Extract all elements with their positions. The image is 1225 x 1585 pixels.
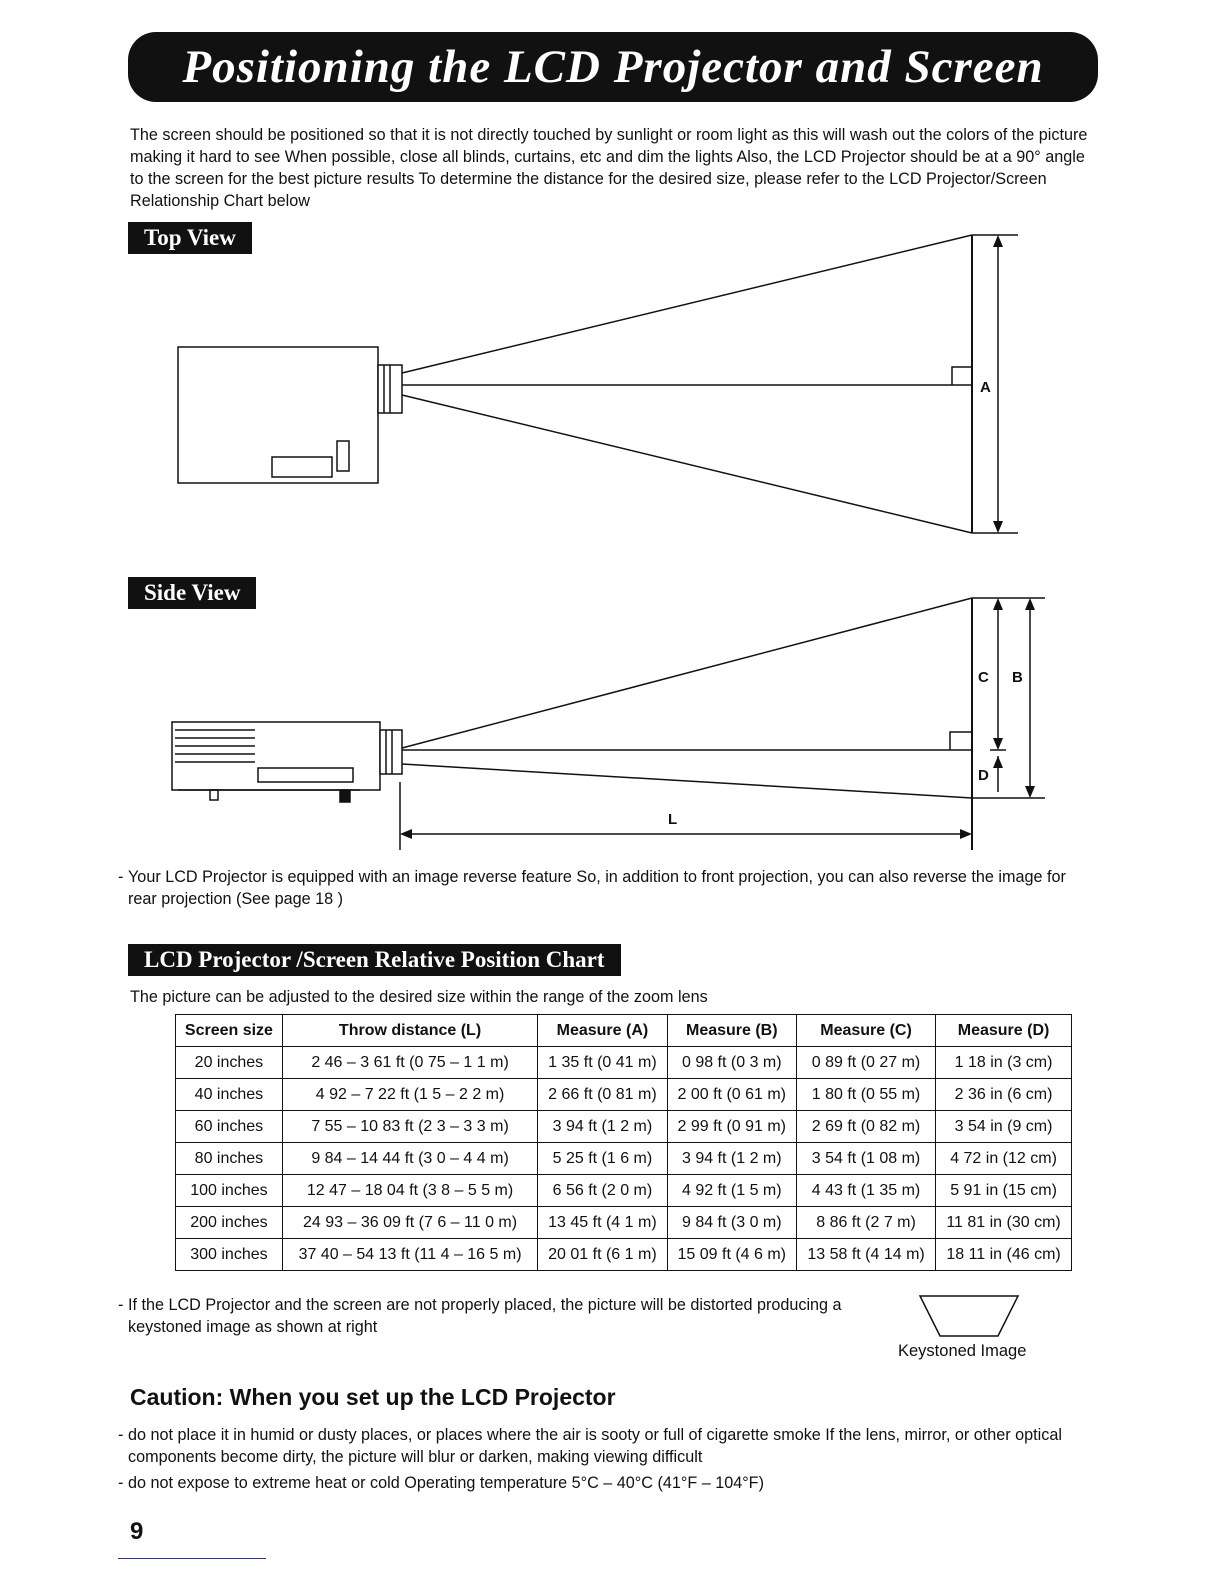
caution-item-text: do not expose to extreme heat or cold Operating temperature 5°C – 40°C (41°F – 104°F) — [128, 1474, 764, 1492]
cell-measure-d: 1 18 in (3 cm) — [936, 1047, 1072, 1079]
cell-measure-d: 4 72 in (12 cm) — [936, 1143, 1072, 1175]
dimension-l-label: L — [668, 811, 678, 828]
reverse-feature-note: - Your LCD Projector is equipped with an image reverse feature So, in addition to front projection, you can also reverse the image for rear projection (See page 18 ) — [118, 868, 1066, 908]
cell-measure-a: 20 01 ft (6 1 m) — [538, 1239, 667, 1271]
table-row — [176, 1207, 1072, 1239]
header-measure-a: Measure (A) — [538, 1015, 667, 1047]
top-view-diagram — [0, 225, 1225, 555]
beam-top-edge — [402, 235, 972, 373]
footer-rule — [118, 1558, 266, 1559]
cell-measure-d: 11 81 in (30 cm) — [936, 1207, 1072, 1239]
cell-throw-distance: 12 47 – 18 04 ft (3 8 – 5 5 m) — [282, 1175, 537, 1207]
cell-measure-c: 8 86 ft (2 7 m) — [796, 1207, 935, 1239]
cell-measure-c: 3 54 ft (1 08 m) — [796, 1143, 935, 1175]
top-view-label: Top View — [128, 222, 252, 254]
header-measure-b: Measure (B) — [667, 1015, 796, 1047]
keystoned-image-icon — [918, 1294, 1022, 1340]
caution-item-text: do not place it in humid or dusty places, or places where the air is sooty or full of cigarette smoke If the lens, mirror, or other optical components become dirty, the picture will blur or darken, making viewing difficult — [128, 1426, 1062, 1466]
cell-measure-b: 9 84 ft (3 0 m) — [667, 1207, 796, 1239]
cell-measure-a: 2 66 ft (0 81 m) — [538, 1079, 667, 1111]
cell-screen-size: 60 inches — [176, 1111, 283, 1143]
cell-measure-c: 13 58 ft (4 14 m) — [796, 1239, 935, 1271]
page-title: Positioning the LCD Projector and Screen — [182, 41, 1044, 93]
cell-throw-distance: 7 55 – 10 83 ft (2 3 – 3 3 m) — [282, 1111, 537, 1143]
cell-throw-distance: 9 84 – 14 44 ft (3 0 – 4 4 m) — [282, 1143, 537, 1175]
header-throw-distance: Throw distance (L) — [282, 1015, 537, 1047]
cell-measure-b: 15 09 ft (4 6 m) — [667, 1239, 796, 1271]
cell-measure-a: 5 25 ft (1 6 m) — [538, 1143, 667, 1175]
cell-measure-b: 3 94 ft (1 2 m) — [667, 1143, 796, 1175]
cell-measure-a: 13 45 ft (4 1 m) — [538, 1207, 667, 1239]
cell-screen-size: 80 inches — [176, 1143, 283, 1175]
cell-measure-d: 18 11 in (46 cm) — [936, 1239, 1072, 1271]
cell-screen-size: 40 inches — [176, 1079, 283, 1111]
position-chart-table — [175, 1014, 1072, 1271]
cell-measure-a: 3 94 ft (1 2 m) — [538, 1111, 667, 1143]
table-row — [176, 1079, 1072, 1111]
cell-throw-distance: 37 40 – 54 13 ft (11 4 – 16 5 m) — [282, 1239, 537, 1271]
caution-item: - do not expose to extreme heat or cold Operating temperature 5°C – 40°C (41°F – 104°F) — [118, 1474, 764, 1492]
cell-throw-distance: 4 92 – 7 22 ft (1 5 – 2 2 m) — [282, 1079, 537, 1111]
cell-measure-c: 0 89 ft (0 27 m) — [796, 1047, 935, 1079]
dimension-c-label: C — [978, 669, 989, 686]
cell-screen-size: 300 inches — [176, 1239, 283, 1271]
table-header-row — [176, 1015, 1072, 1047]
table-row — [176, 1111, 1072, 1143]
cell-throw-distance: 24 93 – 36 09 ft (7 6 – 11 0 m) — [282, 1207, 537, 1239]
dimension-d-label: D — [978, 767, 989, 784]
cell-measure-a: 1 35 ft (0 41 m) — [538, 1047, 667, 1079]
cell-measure-b: 2 00 ft (0 61 m) — [667, 1079, 796, 1111]
side-beam-bottom-edge — [402, 764, 972, 798]
page-number: 9 — [130, 1518, 144, 1545]
caution-item: - do not place it in humid or dusty places, or places where the air is sooty or full of cigarette smoke If the lens, mirror, or other optical components become dirty, the picture will blur or darken, making viewing difficult — [118, 1426, 1062, 1466]
projector-side-lens — [380, 730, 402, 774]
side-view-diagram — [0, 590, 1225, 855]
chart-intro: The picture can be adjusted to the desired size within the range of the zoom lens — [130, 988, 708, 1006]
keystoned-image-label: Keystoned Image — [898, 1342, 1027, 1360]
dimension-a-label: A — [980, 379, 991, 396]
keystone-note: - If the LCD Projector and the screen are not properly placed, the picture will be distorted producing a keystoned image as shown at right — [118, 1296, 842, 1336]
table-row — [176, 1175, 1072, 1207]
projector-side-body — [172, 722, 380, 790]
reverse-feature-text: Your LCD Projector is equipped with an image reverse feature So, in addition to front projection, you can also reverse the image for rear projection (See page 18 ) — [128, 868, 1066, 908]
page-title-banner — [128, 32, 1098, 102]
chart-section-label: LCD Projector /Screen Relative Position Chart — [128, 944, 621, 976]
intro-paragraph: The screen should be positioned so that it is not directly touched by sunlight or room light as this will wash out the colors of the picture making it hard to see When possible, close all blinds, curtains, etc and dim the lights Also, the LCD Projector should be at a 90° angle to the screen for the best picture results To determine the distance for the desired size, please refer to the LCD Projector/Screen Relationship Chart below — [130, 126, 1088, 210]
keystone-note-text: If the LCD Projector and the screen are not properly placed, the picture will be distorted producing a keystoned image as shown at right — [128, 1296, 842, 1336]
cell-measure-c: 2 69 ft (0 82 m) — [796, 1111, 935, 1143]
side-view-label: Side View — [128, 577, 256, 609]
header-measure-c: Measure (C) — [796, 1015, 935, 1047]
cell-screen-size: 100 inches — [176, 1175, 283, 1207]
cell-measure-c: 1 80 ft (0 55 m) — [796, 1079, 935, 1111]
cell-measure-a: 6 56 ft (2 0 m) — [538, 1175, 667, 1207]
cell-screen-size: 200 inches — [176, 1207, 283, 1239]
table-row — [176, 1143, 1072, 1175]
cell-measure-d: 2 36 in (6 cm) — [936, 1079, 1072, 1111]
side-beam-top-edge — [402, 598, 972, 748]
cell-measure-d: 3 54 in (9 cm) — [936, 1111, 1072, 1143]
caution-heading: Caution: When you set up the LCD Projector — [130, 1384, 616, 1410]
cell-throw-distance: 2 46 – 3 61 ft (0 75 – 1 1 m) — [282, 1047, 537, 1079]
cell-screen-size: 20 inches — [176, 1047, 283, 1079]
cell-measure-b: 4 92 ft (1 5 m) — [667, 1175, 796, 1207]
cell-measure-c: 4 43 ft (1 35 m) — [796, 1175, 935, 1207]
table-row — [176, 1239, 1072, 1271]
header-measure-d: Measure (D) — [936, 1015, 1072, 1047]
header-screen-size: Screen size — [176, 1015, 283, 1047]
table-row — [176, 1047, 1072, 1079]
cell-measure-b: 2 99 ft (0 91 m) — [667, 1111, 796, 1143]
cell-measure-d: 5 91 in (15 cm) — [936, 1175, 1072, 1207]
cell-measure-b: 0 98 ft (0 3 m) — [667, 1047, 796, 1079]
dimension-b-label: B — [1012, 669, 1023, 686]
beam-bottom-edge — [402, 395, 972, 533]
